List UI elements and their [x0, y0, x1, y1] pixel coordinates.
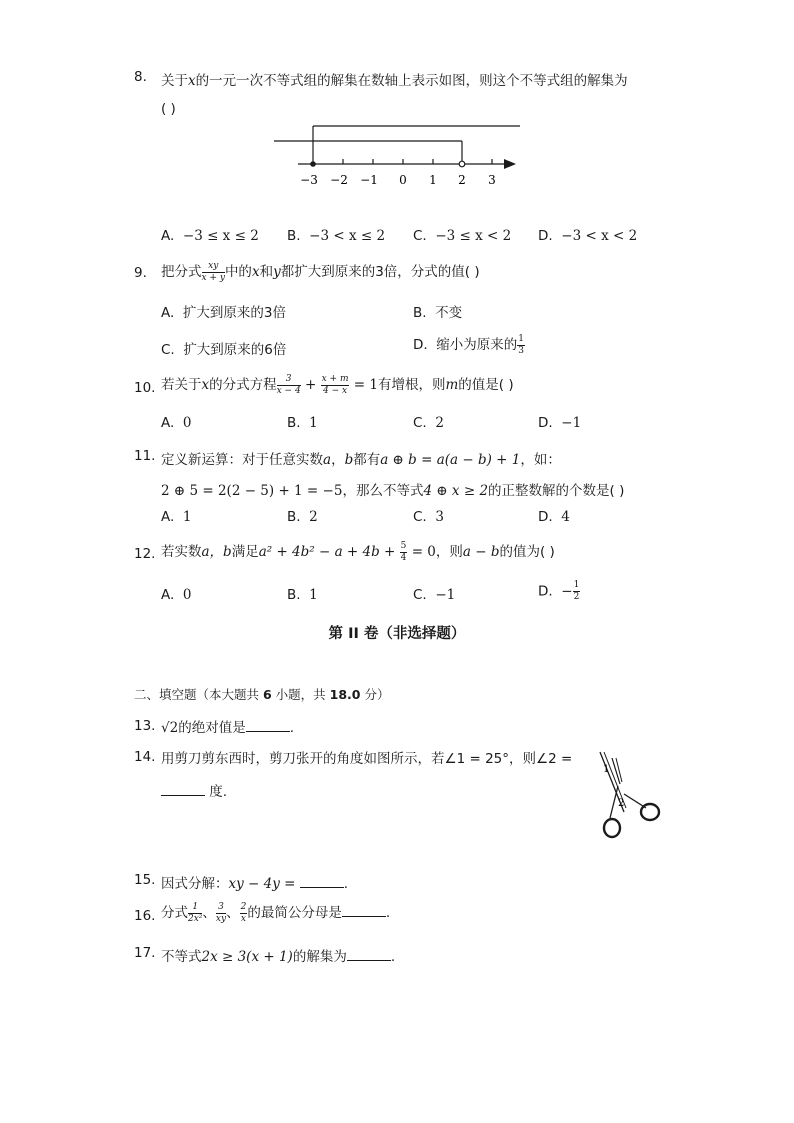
option-b[interactable]: B. 1	[287, 587, 318, 603]
question-text-line1: 定义新运算：对于任意实数a，b都有a ⊕ b = a(a − b) + 1，如：	[161, 452, 561, 468]
option-c[interactable]: C. 2	[413, 415, 444, 431]
axis-arrow	[504, 159, 516, 169]
answer-blank[interactable]	[300, 875, 344, 888]
option-b[interactable]: B. −3 < x ≤ 2	[287, 228, 386, 244]
question-text: 若实数a，b满足a² + 4b² − a + 4b + $\frac{5}{4}$ = 0，则a − b的值为( )	[161, 540, 555, 563]
option-a[interactable]: A. 0	[161, 415, 192, 431]
number-line-figure	[270, 118, 530, 192]
question-number: 11.	[134, 448, 156, 464]
open-dot	[459, 161, 465, 167]
question-number: 13.	[134, 718, 156, 734]
option-b[interactable]: B. 不变	[413, 305, 463, 321]
answer-paren: ( )	[161, 101, 176, 117]
option-d[interactable]: D. 4	[538, 509, 570, 525]
tick-label: −3	[300, 173, 318, 187]
part-title: 第 II 卷（非选择题）	[328, 626, 466, 642]
scissors-figure	[588, 748, 668, 842]
question-text-line2: 2 ⊕ 5 = 2(2 − 5) + 1 = −5，那么不等式4 ⊕ x ≥ 2的正整数解的个数是( )	[161, 483, 625, 499]
tick-label: 1	[429, 173, 437, 187]
tick-label: 2	[458, 173, 466, 187]
right-handle-ring	[641, 804, 659, 820]
question-text: √2的绝对值是 .	[161, 720, 294, 736]
option-c[interactable]: C. −1	[413, 587, 456, 603]
option-a[interactable]: A. −3 ≤ x ≤ 2	[161, 228, 259, 244]
option-a[interactable]: A. 1	[161, 509, 192, 525]
question-text: 因式分解：xy − 4y = .	[161, 876, 349, 892]
question-text: 分式 $\frac{1}{\text{2x²}}$ 、 $\frac{3}{xy}$ 、 $\frac{2}{x}$ 的最简公分母是 .	[161, 901, 391, 924]
closed-dot	[310, 161, 316, 167]
answer-blank[interactable]	[347, 948, 391, 961]
option-c[interactable]: C. −3 ≤ x < 2	[413, 228, 512, 244]
option-a[interactable]: A. 扩大到原来的3倍	[161, 305, 286, 321]
question-number: 16.	[134, 908, 156, 924]
question-text: 把分式 $\frac{xy}{x + y}$ 中的x和y都扩大到原来的3倍，分式的值( )	[161, 260, 480, 283]
left-handle-ring	[604, 819, 620, 837]
tick-label: −1	[360, 173, 378, 187]
question-number: 15.	[134, 872, 156, 888]
question-number: 14.	[134, 749, 156, 765]
question-number: 9.	[134, 265, 147, 281]
angle-label-2: 2	[618, 798, 625, 809]
option-b[interactable]: B. 1	[287, 415, 318, 431]
option-a[interactable]: A. 0	[161, 587, 192, 603]
option-d[interactable]: D. 缩小为原来的 $\frac{1}{3}$	[413, 333, 525, 356]
option-c[interactable]: C. 扩大到原来的6倍	[161, 342, 287, 358]
question-text: 关于x的一元一次不等式组的解集在数轴上表示如图，则这个不等式组的解集为	[161, 73, 628, 89]
section-header: 二、填空题（本大题共 6 小题，共 18.0 分）	[134, 687, 390, 702]
handle-arm	[610, 786, 618, 818]
question-number: 17.	[134, 945, 156, 961]
question-text: 若关于x的分式方程 $\frac{3}{x - 4}$ + $\frac{x + m}{4 - x}$ = 1有增根，则m的值是( )	[161, 373, 514, 396]
option-d[interactable]: D. −3 < x < 2	[538, 228, 638, 244]
option-d[interactable]: D. −1	[538, 415, 582, 431]
option-c[interactable]: C. 3	[413, 509, 444, 525]
tick-label: −2	[330, 173, 348, 187]
answer-blank[interactable]	[246, 719, 290, 732]
angle-label-1: 1	[603, 764, 610, 775]
tick-label: 0	[399, 173, 407, 187]
answer-blank[interactable]	[161, 783, 205, 796]
question-number: 8.	[134, 69, 147, 85]
blade-line	[616, 758, 622, 782]
option-d[interactable]: D. − $\frac{1}{2}$	[538, 580, 580, 602]
answer-blank[interactable]	[342, 904, 386, 917]
answer-line: 度.	[161, 780, 227, 800]
question-number: 12.	[134, 546, 156, 562]
question-number: 10.	[134, 380, 156, 396]
question-text: 不等式2x ≥ 3(x + 1)的解集为 .	[161, 949, 396, 965]
tick-label: 3	[488, 173, 496, 187]
option-b[interactable]: B. 2	[287, 509, 318, 525]
question-text: 用剪刀剪东西时，剪刀张开的角度如图所示，若∠1 = 25°，则∠2 =	[161, 751, 573, 767]
